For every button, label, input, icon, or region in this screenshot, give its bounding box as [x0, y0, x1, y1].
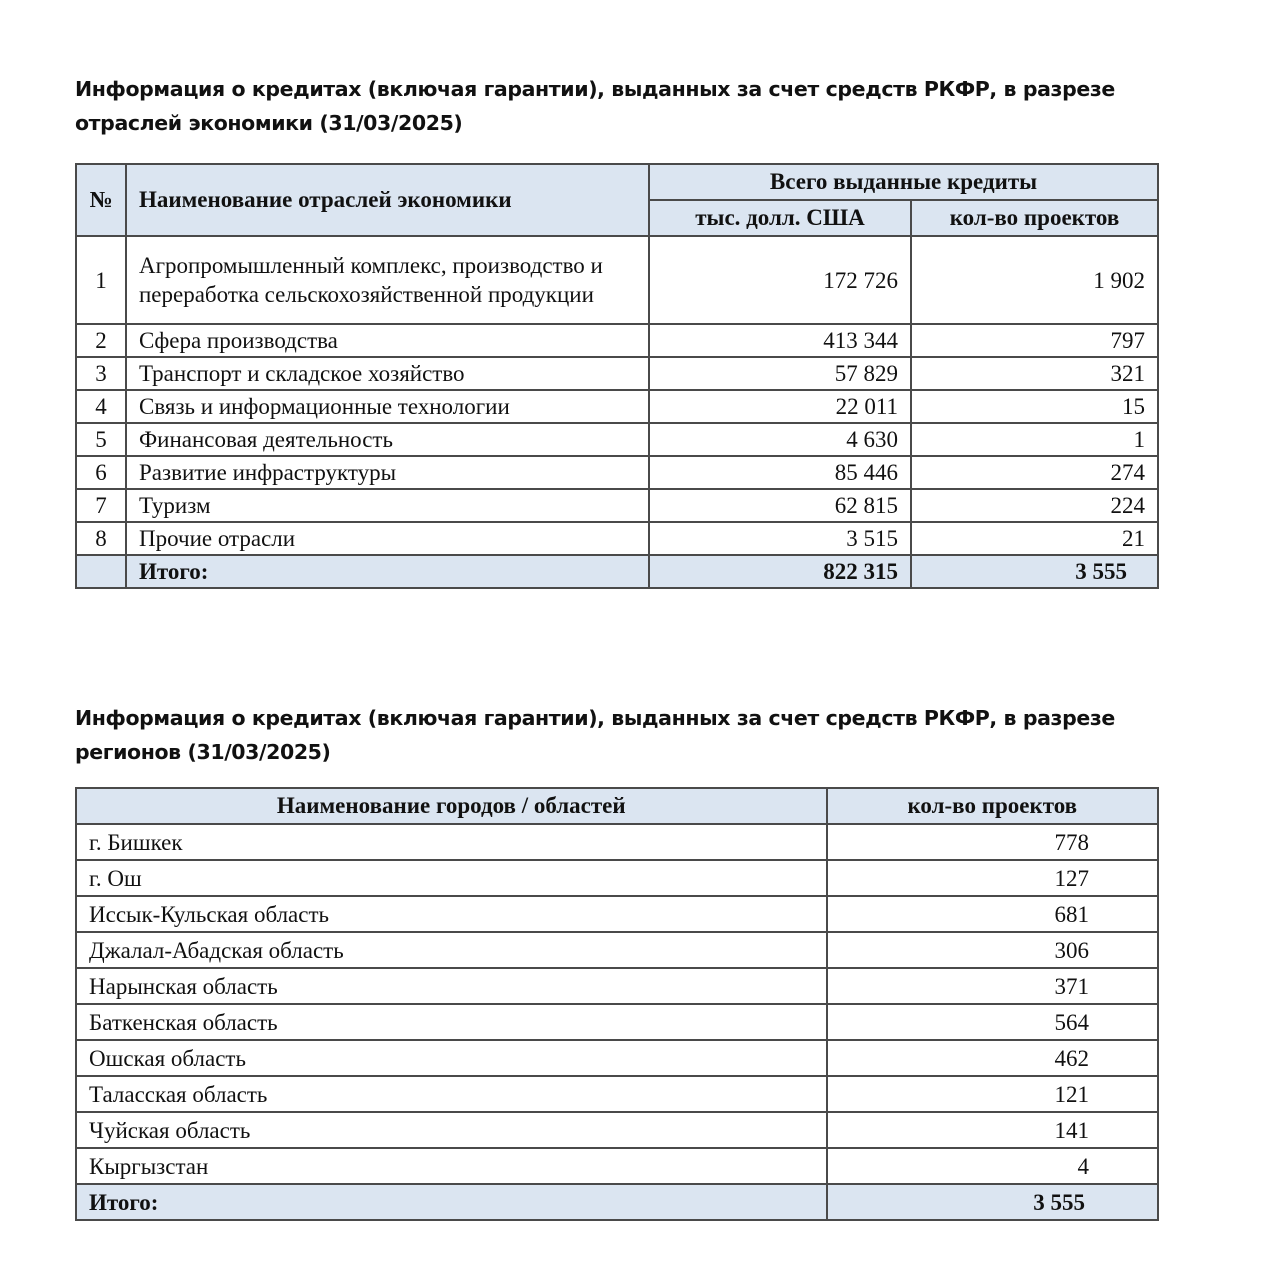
- header-sector-name: Наименование отраслей экономики: [126, 164, 649, 236]
- header-total-loans-group: Всего выданные кредиты: [649, 164, 1158, 200]
- table-row: [76, 968, 1158, 1004]
- table-row: [76, 1004, 1158, 1040]
- project-count-value: 306: [827, 932, 1158, 968]
- sector-name: Развитие инфраструктуры: [126, 456, 649, 489]
- region-name: г. Ош: [76, 860, 827, 896]
- region-name: Ошская область: [76, 1040, 827, 1076]
- project-count-value: 274: [911, 456, 1158, 489]
- project-count-value: 127: [827, 860, 1158, 896]
- table-row: [76, 1040, 1158, 1076]
- usd-thousand-value: 172 726: [649, 236, 911, 324]
- usd-thousand-value: 57 829: [649, 357, 911, 390]
- table-row: [76, 860, 1158, 896]
- region-section-title: Информация о кредитах (включая гарантии), выданных за счет средств РКФР, в разрезе регионов (31/03/2025): [75, 706, 1115, 764]
- total-number-cell: [76, 555, 126, 588]
- row-number: 4: [76, 390, 126, 423]
- row-number: 8: [76, 522, 126, 555]
- region-name: Чуйская область: [76, 1112, 827, 1148]
- usd-thousand-value: 22 011: [649, 390, 911, 423]
- total-project-count: 3 555: [911, 555, 1158, 588]
- project-count-value: 1 902: [911, 236, 1158, 324]
- table-row: [76, 236, 1158, 324]
- row-number: 3: [76, 357, 126, 390]
- region-name: Кыргызстан: [76, 1148, 827, 1184]
- usd-thousand-value: 4 630: [649, 423, 911, 456]
- usd-thousand-value: 85 446: [649, 456, 911, 489]
- usd-thousand-value: 413 344: [649, 324, 911, 357]
- region-name: Нарынская область: [76, 968, 827, 1004]
- project-count-value: 224: [911, 489, 1158, 522]
- sector-name: Сфера производства: [126, 324, 649, 357]
- table-row: [76, 423, 1158, 456]
- region-loans-table: [75, 787, 1159, 1221]
- row-number: 2: [76, 324, 126, 357]
- total-row: [76, 555, 1158, 588]
- table-row: [76, 489, 1158, 522]
- project-count-value: 1: [911, 423, 1158, 456]
- table-row: [76, 522, 1158, 555]
- table-row: [76, 456, 1158, 489]
- table-row: [76, 932, 1158, 968]
- row-number: 5: [76, 423, 126, 456]
- table-row: [76, 357, 1158, 390]
- project-count-value: 121: [827, 1076, 1158, 1112]
- total-usd-thousand: 822 315: [649, 555, 911, 588]
- table-row: [76, 1076, 1158, 1112]
- usd-thousand-value: 62 815: [649, 489, 911, 522]
- sector-name: Финансовая деятельность: [126, 423, 649, 456]
- header-usd-thousand: тыс. долл. США: [649, 200, 911, 236]
- usd-thousand-value: 3 515: [649, 522, 911, 555]
- region-name: г. Бишкек: [76, 824, 827, 860]
- project-count-value: 681: [827, 896, 1158, 932]
- total-label: Итого:: [76, 1184, 827, 1220]
- total-row: [76, 1184, 1158, 1220]
- sector-section-title: Информация о кредитах (включая гарантии), выданных за счет средств РКФР, в разрезе отраслей экономики (31/03/2025): [75, 77, 1115, 135]
- region-name: Джалал-Абадская область: [76, 932, 827, 968]
- table-row: [76, 1112, 1158, 1148]
- project-count-value: 4: [827, 1148, 1158, 1184]
- table-row: [76, 1148, 1158, 1184]
- region-name: Таласская область: [76, 1076, 827, 1112]
- row-number: 7: [76, 489, 126, 522]
- project-count-value: 778: [827, 824, 1158, 860]
- project-count-value: 15: [911, 390, 1158, 423]
- row-number: 6: [76, 456, 126, 489]
- project-count-value: 797: [911, 324, 1158, 357]
- header-number: №: [76, 164, 126, 236]
- project-count-value: 141: [827, 1112, 1158, 1148]
- table-row: [76, 824, 1158, 860]
- project-count-value: 371: [827, 968, 1158, 1004]
- sector-name: Агропромышленный комплекс, производство и переработка сельскохозяйственной продукции: [126, 236, 649, 324]
- region-name: Баткенская область: [76, 1004, 827, 1040]
- project-count-value: 321: [911, 357, 1158, 390]
- table-row: [76, 896, 1158, 932]
- sector-name: Транспорт и складское хозяйство: [126, 357, 649, 390]
- sector-name: Прочие отрасли: [126, 522, 649, 555]
- table-row: [76, 390, 1158, 423]
- header-project-count: кол-во проектов: [911, 200, 1158, 236]
- sector-name: Связь и информационные технологии: [126, 390, 649, 423]
- region-name: Иссык-Кульская область: [76, 896, 827, 932]
- sector-loans-table: [75, 163, 1159, 589]
- project-count-value: 21: [911, 522, 1158, 555]
- total-label: Итого:: [126, 555, 649, 588]
- header-region-name: Наименование городов / областей: [76, 788, 827, 824]
- table-row: [76, 324, 1158, 357]
- header-project-count: кол-во проектов: [827, 788, 1158, 824]
- project-count-value: 564: [827, 1004, 1158, 1040]
- total-project-count: 3 555: [827, 1184, 1158, 1220]
- row-number: 1: [76, 236, 126, 324]
- project-count-value: 462: [827, 1040, 1158, 1076]
- sector-name: Туризм: [126, 489, 649, 522]
